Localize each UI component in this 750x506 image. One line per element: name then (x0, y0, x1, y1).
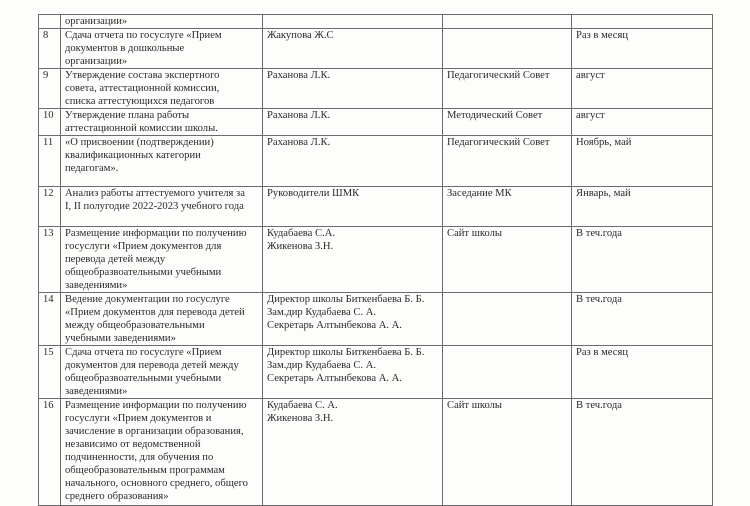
responsible-text-line: Жикенова З.Н. (267, 241, 334, 252)
form-text-line: Методический Совет (447, 110, 543, 121)
task-text-line: подчиненности, для обучения по (65, 452, 214, 463)
cell-form (443, 109, 572, 136)
task-text-line: общеобразовательным программам (65, 465, 225, 476)
task-text-line: квалификационных категории (65, 150, 201, 161)
cell-task (61, 293, 263, 346)
task-text-line: заведениями» (65, 280, 128, 291)
task-text-line: госуслуги «Прием документов для (65, 241, 222, 252)
form-text-line: Педагогический Совет (447, 137, 550, 148)
table-row-continuation (39, 15, 713, 29)
task-text-line: «Прием документов для перевода детей (65, 307, 245, 318)
task-text-line: между общеобразовательными (65, 320, 205, 331)
table-row (39, 346, 713, 399)
task-text-line: учебными заведениями» (65, 333, 176, 344)
cell-timing (572, 69, 713, 109)
table-row (39, 29, 713, 69)
form-text-line: Сайт школы (447, 228, 503, 239)
timing-text-line: Январь, май (576, 188, 631, 199)
cell-task (61, 227, 263, 293)
cell-task (61, 69, 263, 109)
task-text-line: «О присвоении (подтверждении) (65, 137, 214, 148)
table-row (39, 136, 713, 187)
table-row (39, 109, 713, 136)
cell-number: 14 (39, 293, 61, 346)
work-plan-table (38, 14, 713, 506)
cell-responsible (263, 293, 443, 346)
cell-number: 12 (39, 187, 61, 227)
timing-text-line: В теч.года (576, 400, 622, 411)
cell-task (61, 29, 263, 69)
cell-number: 11 (39, 136, 61, 187)
task-text-line: списка аттестующихся педагогов (65, 96, 215, 107)
task-text-line: Ведение документации по госуслуге (65, 294, 230, 305)
task-text-line: начального, основного среднего, общего (65, 478, 248, 489)
cell-form (443, 69, 572, 109)
responsible-text-line: Жакупова Ж.С (267, 30, 334, 41)
cell-timing (572, 187, 713, 227)
cell-timing (572, 15, 713, 29)
task-text-line: совета, аттестационной комиссии, (65, 83, 220, 94)
cell-responsible (263, 15, 443, 29)
cell-responsible (263, 346, 443, 399)
cell-form (443, 136, 572, 187)
responsible-text-line: Директор школы Биткенбаева Б. Б. (267, 294, 425, 305)
cell-responsible (263, 136, 443, 187)
cell-number: 16 (39, 399, 61, 506)
cell-task (61, 15, 263, 29)
task-text-line: Утверждение состава экспертного (65, 70, 220, 81)
table-row (39, 293, 713, 346)
cell-form (443, 399, 572, 506)
responsible-text-line: Жикенова З.Н. (267, 413, 334, 424)
cell-responsible (263, 187, 443, 227)
cell-number: 8 (39, 29, 61, 69)
task-text-line: независимо от ведомственной (65, 439, 201, 450)
cell-task (61, 346, 263, 399)
form-text-line: Педагогический Совет (447, 70, 550, 81)
task-text-line: перевода детей между (65, 254, 166, 265)
timing-text-line: август (576, 110, 605, 121)
task-text-line: Анализ работы аттестуемого учителя за (65, 188, 245, 199)
cell-responsible (263, 69, 443, 109)
cell-responsible (263, 109, 443, 136)
cell-task (61, 136, 263, 187)
task-text-line: общеобразвоательными учебными (65, 267, 222, 278)
responsible-text-line: Раханова Л.К. (267, 110, 331, 121)
cell-timing (572, 346, 713, 399)
task-text-line: Размещение информации по получению (65, 228, 247, 239)
task-text-line: документов в дошкольные (65, 43, 185, 54)
responsible-text-line: Раханова Л.К. (267, 70, 331, 81)
task-text-line: Сдача отчета по госуслуге «Прием (65, 347, 222, 358)
timing-text-line: В теч.года (576, 228, 622, 239)
timing-text-line: Ноябрь, май (576, 137, 632, 148)
responsible-text-line: Секретарь Алтынбекова А. А. (267, 373, 402, 384)
table-row (39, 399, 713, 506)
responsible-text-line: Секретарь Алтынбекова А. А. (267, 320, 402, 331)
task-text-line: организации» (65, 16, 128, 27)
cell-form (443, 227, 572, 293)
cell-responsible (263, 399, 443, 506)
timing-text-line: В теч.года (576, 294, 622, 305)
table-body (39, 15, 713, 506)
cell-form (443, 346, 572, 399)
responsible-text-line: Зам.дир Кудабаева С. А. (267, 360, 377, 371)
task-text-line: организации» (65, 56, 128, 67)
task-text-line: общеобразвоательными учебными (65, 373, 222, 384)
task-text-line: зачисление в организации образования, (65, 426, 244, 437)
cell-timing (572, 29, 713, 69)
timing-text-line: Раз в месяц (576, 30, 628, 41)
task-text-line: I, II полугодие 2022-2023 учебного года (65, 201, 244, 212)
cell-number: 10 (39, 109, 61, 136)
cell-task (61, 187, 263, 227)
cell-form (443, 293, 572, 346)
responsible-text-line: Руководители ШМК (267, 188, 360, 199)
table-row (39, 69, 713, 109)
cell-form (443, 15, 572, 29)
task-text-line: педагогам». (65, 163, 119, 174)
responsible-text-line: Кудабаева С. А. (267, 400, 338, 411)
form-text-line: Сайт школы (447, 400, 503, 411)
table-row (39, 227, 713, 293)
cell-timing (572, 293, 713, 346)
task-text-line: госуслуги «Прием документов и (65, 413, 212, 424)
responsible-text-line: Зам.дир Кудабаева С. А. (267, 307, 377, 318)
timing-text-line: Раз в месяц (576, 347, 628, 358)
cell-timing (572, 399, 713, 506)
cell-number: 15 (39, 346, 61, 399)
task-text-line: документов для перевода детей между (65, 360, 239, 371)
cell-timing (572, 136, 713, 187)
cell-number: 9 (39, 69, 61, 109)
cell-timing (572, 109, 713, 136)
cell-responsible (263, 29, 443, 69)
cell-task (61, 109, 263, 136)
cell-number: 13 (39, 227, 61, 293)
task-text-line: Размещение информации по получению (65, 400, 247, 411)
responsible-text-line: Раханова Л.К. (267, 137, 331, 148)
cell-form (443, 187, 572, 227)
responsible-text-line: Кудабаева С.А. (267, 228, 336, 239)
cell-responsible (263, 227, 443, 293)
task-text-line: аттестационной комиссии школы. (65, 123, 218, 134)
form-text-line: Заседание МК (447, 188, 512, 199)
task-text-line: Сдача отчета по госуслуге «Прием (65, 30, 222, 41)
timing-text-line: август (576, 70, 605, 81)
task-text-line: Утверждение плана работы (65, 110, 190, 121)
responsible-text-line: Директор школы Биткенбаева Б. Б. (267, 347, 425, 358)
cell-number (39, 15, 61, 29)
cell-form (443, 29, 572, 69)
task-text-line: среднего образования» (65, 491, 169, 502)
cell-timing (572, 227, 713, 293)
task-text-line: заведениями» (65, 386, 128, 397)
table-row (39, 187, 713, 227)
cell-task (61, 399, 263, 506)
